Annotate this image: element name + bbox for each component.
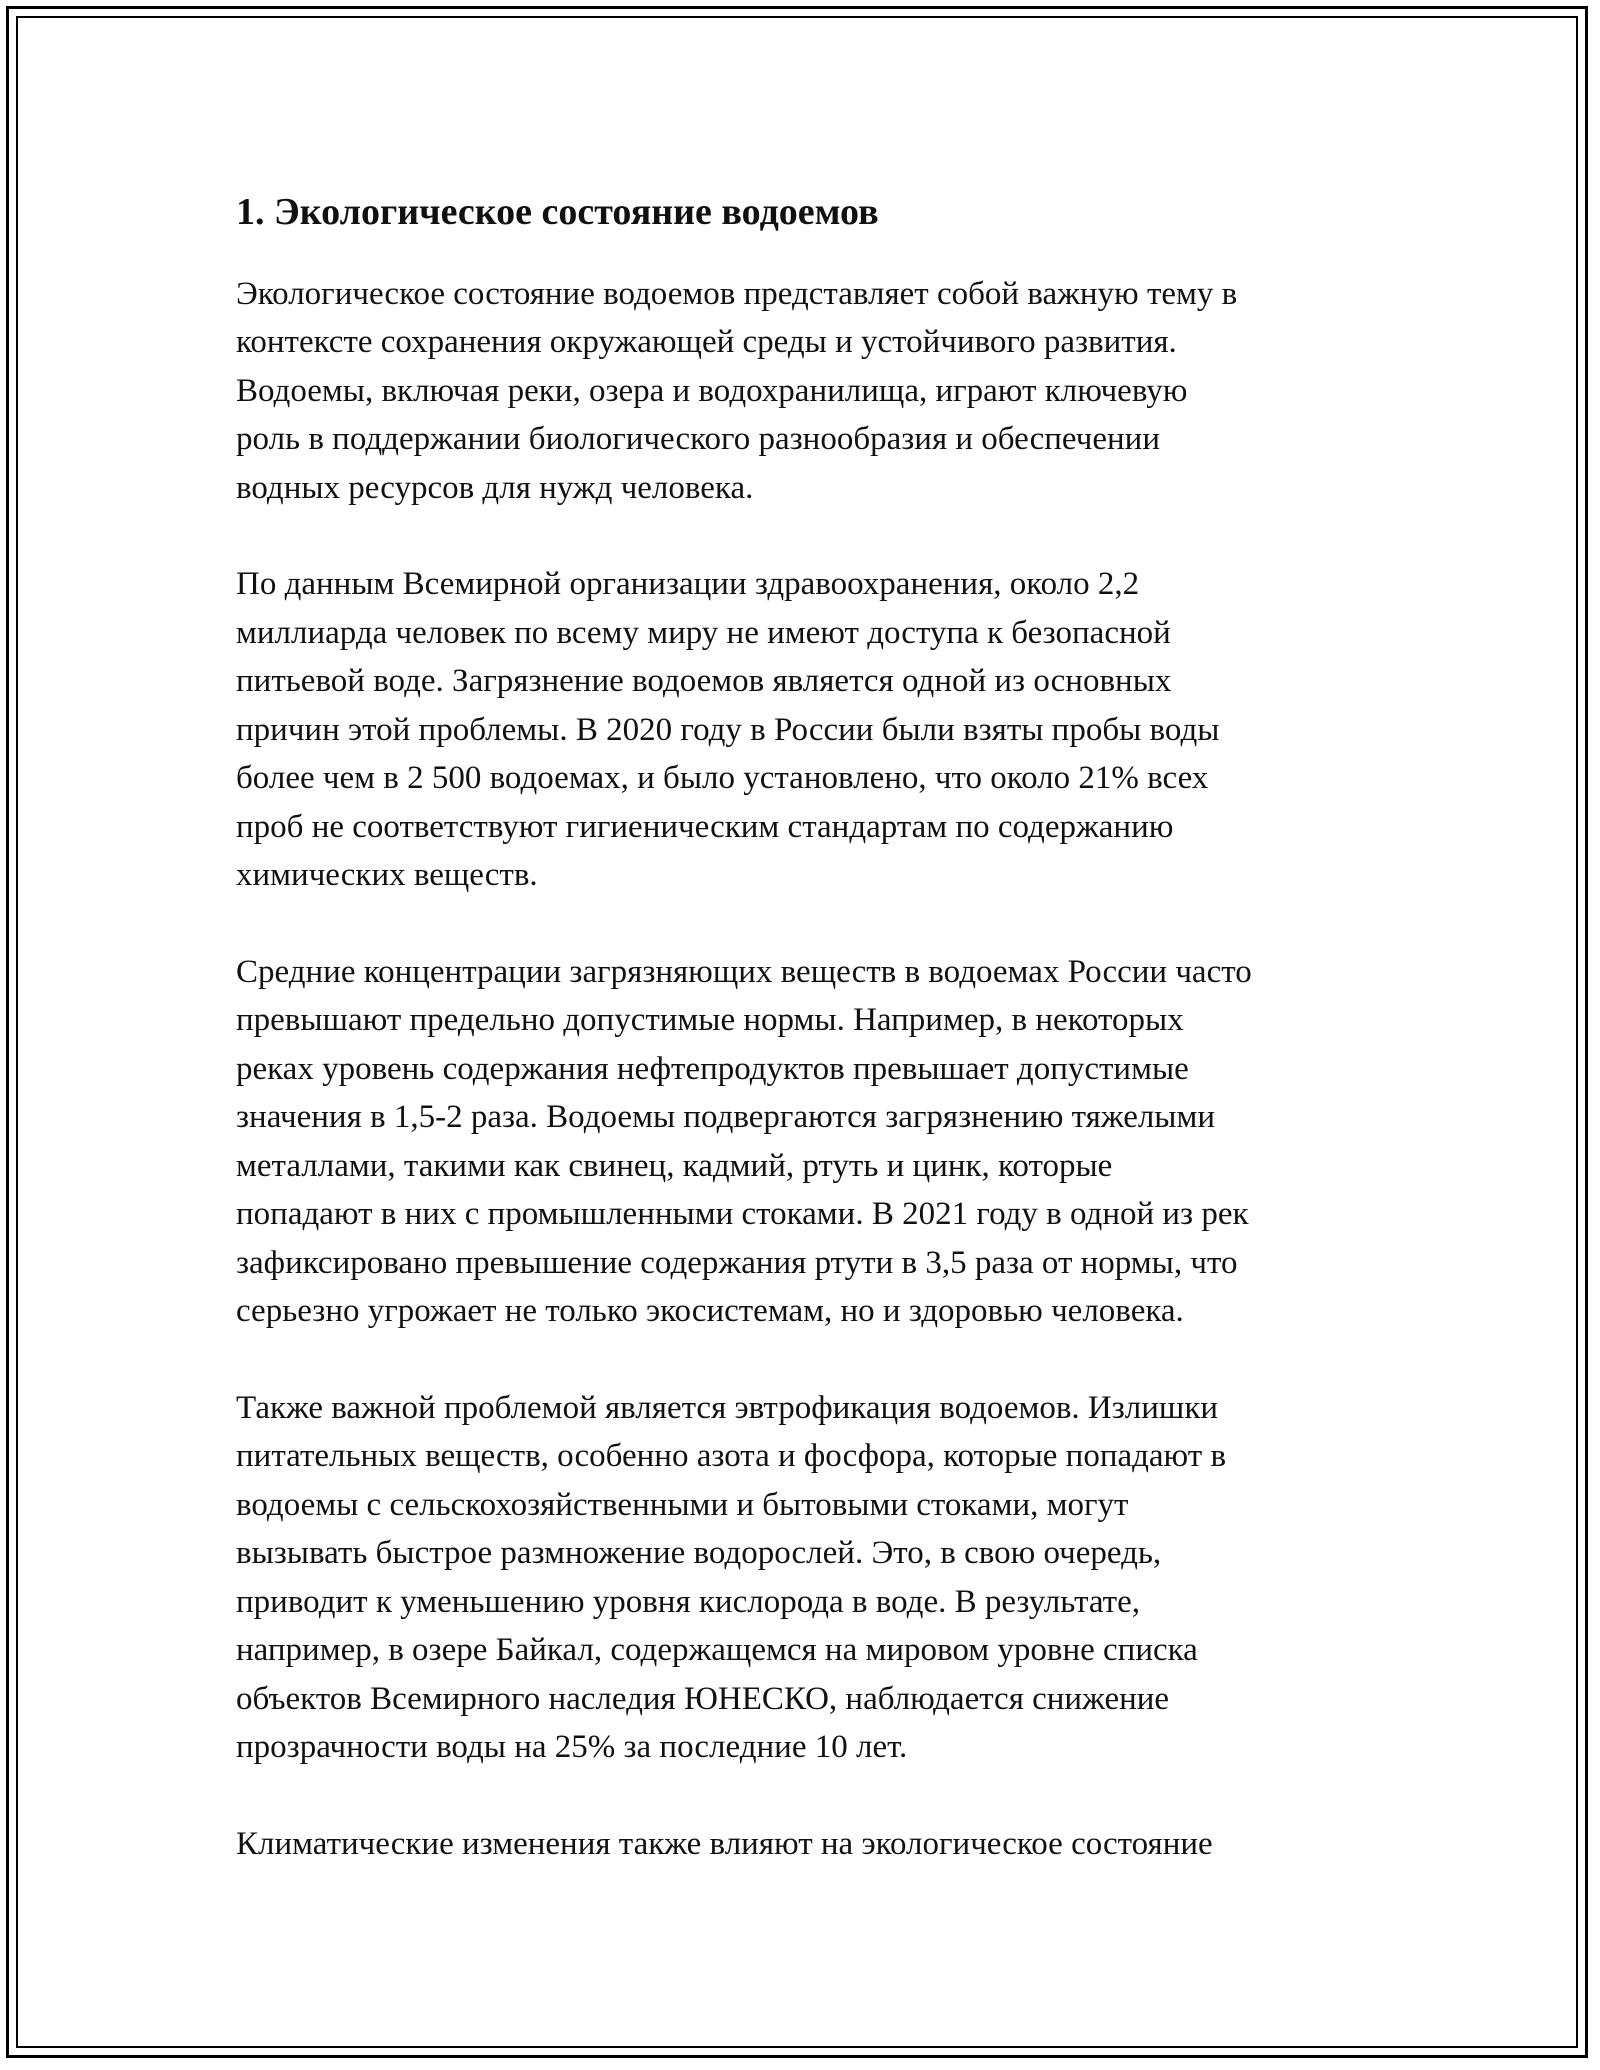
text-line: зафиксировано превышение содержания ртути в 3,5 раза от нормы, что [236, 1244, 1238, 1281]
section-title: 1. Экологическое состояние водоемов [236, 191, 879, 233]
text-line: проб не соответствуют гигиеническим стандартам по содержанию [236, 808, 1174, 845]
paragraph-intro [236, 270, 1376, 513]
text-line: превышают предельно допустимые нормы. Например, в некоторых [236, 1002, 1184, 1039]
text-line: питательных веществ, особенно азота и фосфора, которые попадают в [236, 1438, 1227, 1475]
text-line: приводит к уменьшению уровня кислорода в воде. В результате, [236, 1583, 1141, 1620]
text-line: прозрачности воды на 25% за последние 10 лет. [236, 1729, 908, 1766]
text-line: реках уровень содержания нефтепродуктов превышает допустимые [236, 1050, 1189, 1087]
text-line: объектов Всемирного наследия ЮНЕСКО, наблюдается снижение [236, 1680, 1170, 1717]
text-line: Экологическое состояние водоемов представляет собой важную тему в [236, 275, 1238, 312]
text-line: более чем в 2 500 водоемах, и было установлено, что около 21% всех [236, 760, 1209, 797]
paragraph-who-data [236, 560, 1376, 900]
text-line: например, в озере Байкал, содержащемся на мировом уровне списка [236, 1632, 1198, 1669]
text-line: Средние концентрации загрязняющих веществ в водоемах России часто [236, 953, 1252, 990]
paragraph-pollutants [236, 948, 1376, 1336]
text-line: серьезно угрожает не только экосистемам, но и здоровью человека. [236, 1293, 1184, 1330]
paragraph-eutrophication [236, 1384, 1376, 1772]
text-line: водных ресурсов для нужд человека. [236, 469, 754, 506]
text-line: причин этой проблемы. В 2020 году в России были взяты пробы воды [236, 711, 1220, 748]
text-line: питьевой воде. Загрязнение водоемов является одной из основных [236, 663, 1172, 700]
text-line: контексте сохранения окружающей среды и устойчивого развития. [236, 324, 1177, 361]
text-line: попадают в них с промышленными стоками. В 2021 году в одной из рек [236, 1196, 1249, 1233]
text-line: металлами, такими как свинец, кадмий, ртуть и цинк, которые [236, 1147, 1113, 1184]
text-line: водоемы с сельскохозяйственными и бытовыми стоками, могут [236, 1486, 1129, 1523]
text-line: миллиарда человек по всему миру не имеют доступа к безопасной [236, 614, 1171, 651]
text-line: По данным Всемирной организации здравоохранения, около 2,2 [236, 566, 1140, 603]
text-line: значения в 1,5-2 раза. Водоемы подвергаются загрязнению тяжелыми [236, 1099, 1216, 1136]
text-line: Также важной проблемой является эвтрофикация водоемов. Излишки [236, 1389, 1219, 1426]
text-line: вызывать быстрое размножение водорослей. Это, в свою очередь, [236, 1535, 1162, 1572]
paragraph-climate [236, 1820, 1376, 1869]
text-line: роль в поддержании биологического разнообразия и обеспечении [236, 421, 1160, 458]
text-line: химических веществ. [236, 857, 538, 894]
text-line: Водоемы, включая реки, озера и водохранилища, играют ключевую [236, 372, 1188, 409]
text-line: Климатические изменения также влияют на экологическое состояние [236, 1825, 1213, 1862]
document-body [236, 190, 1376, 1916]
